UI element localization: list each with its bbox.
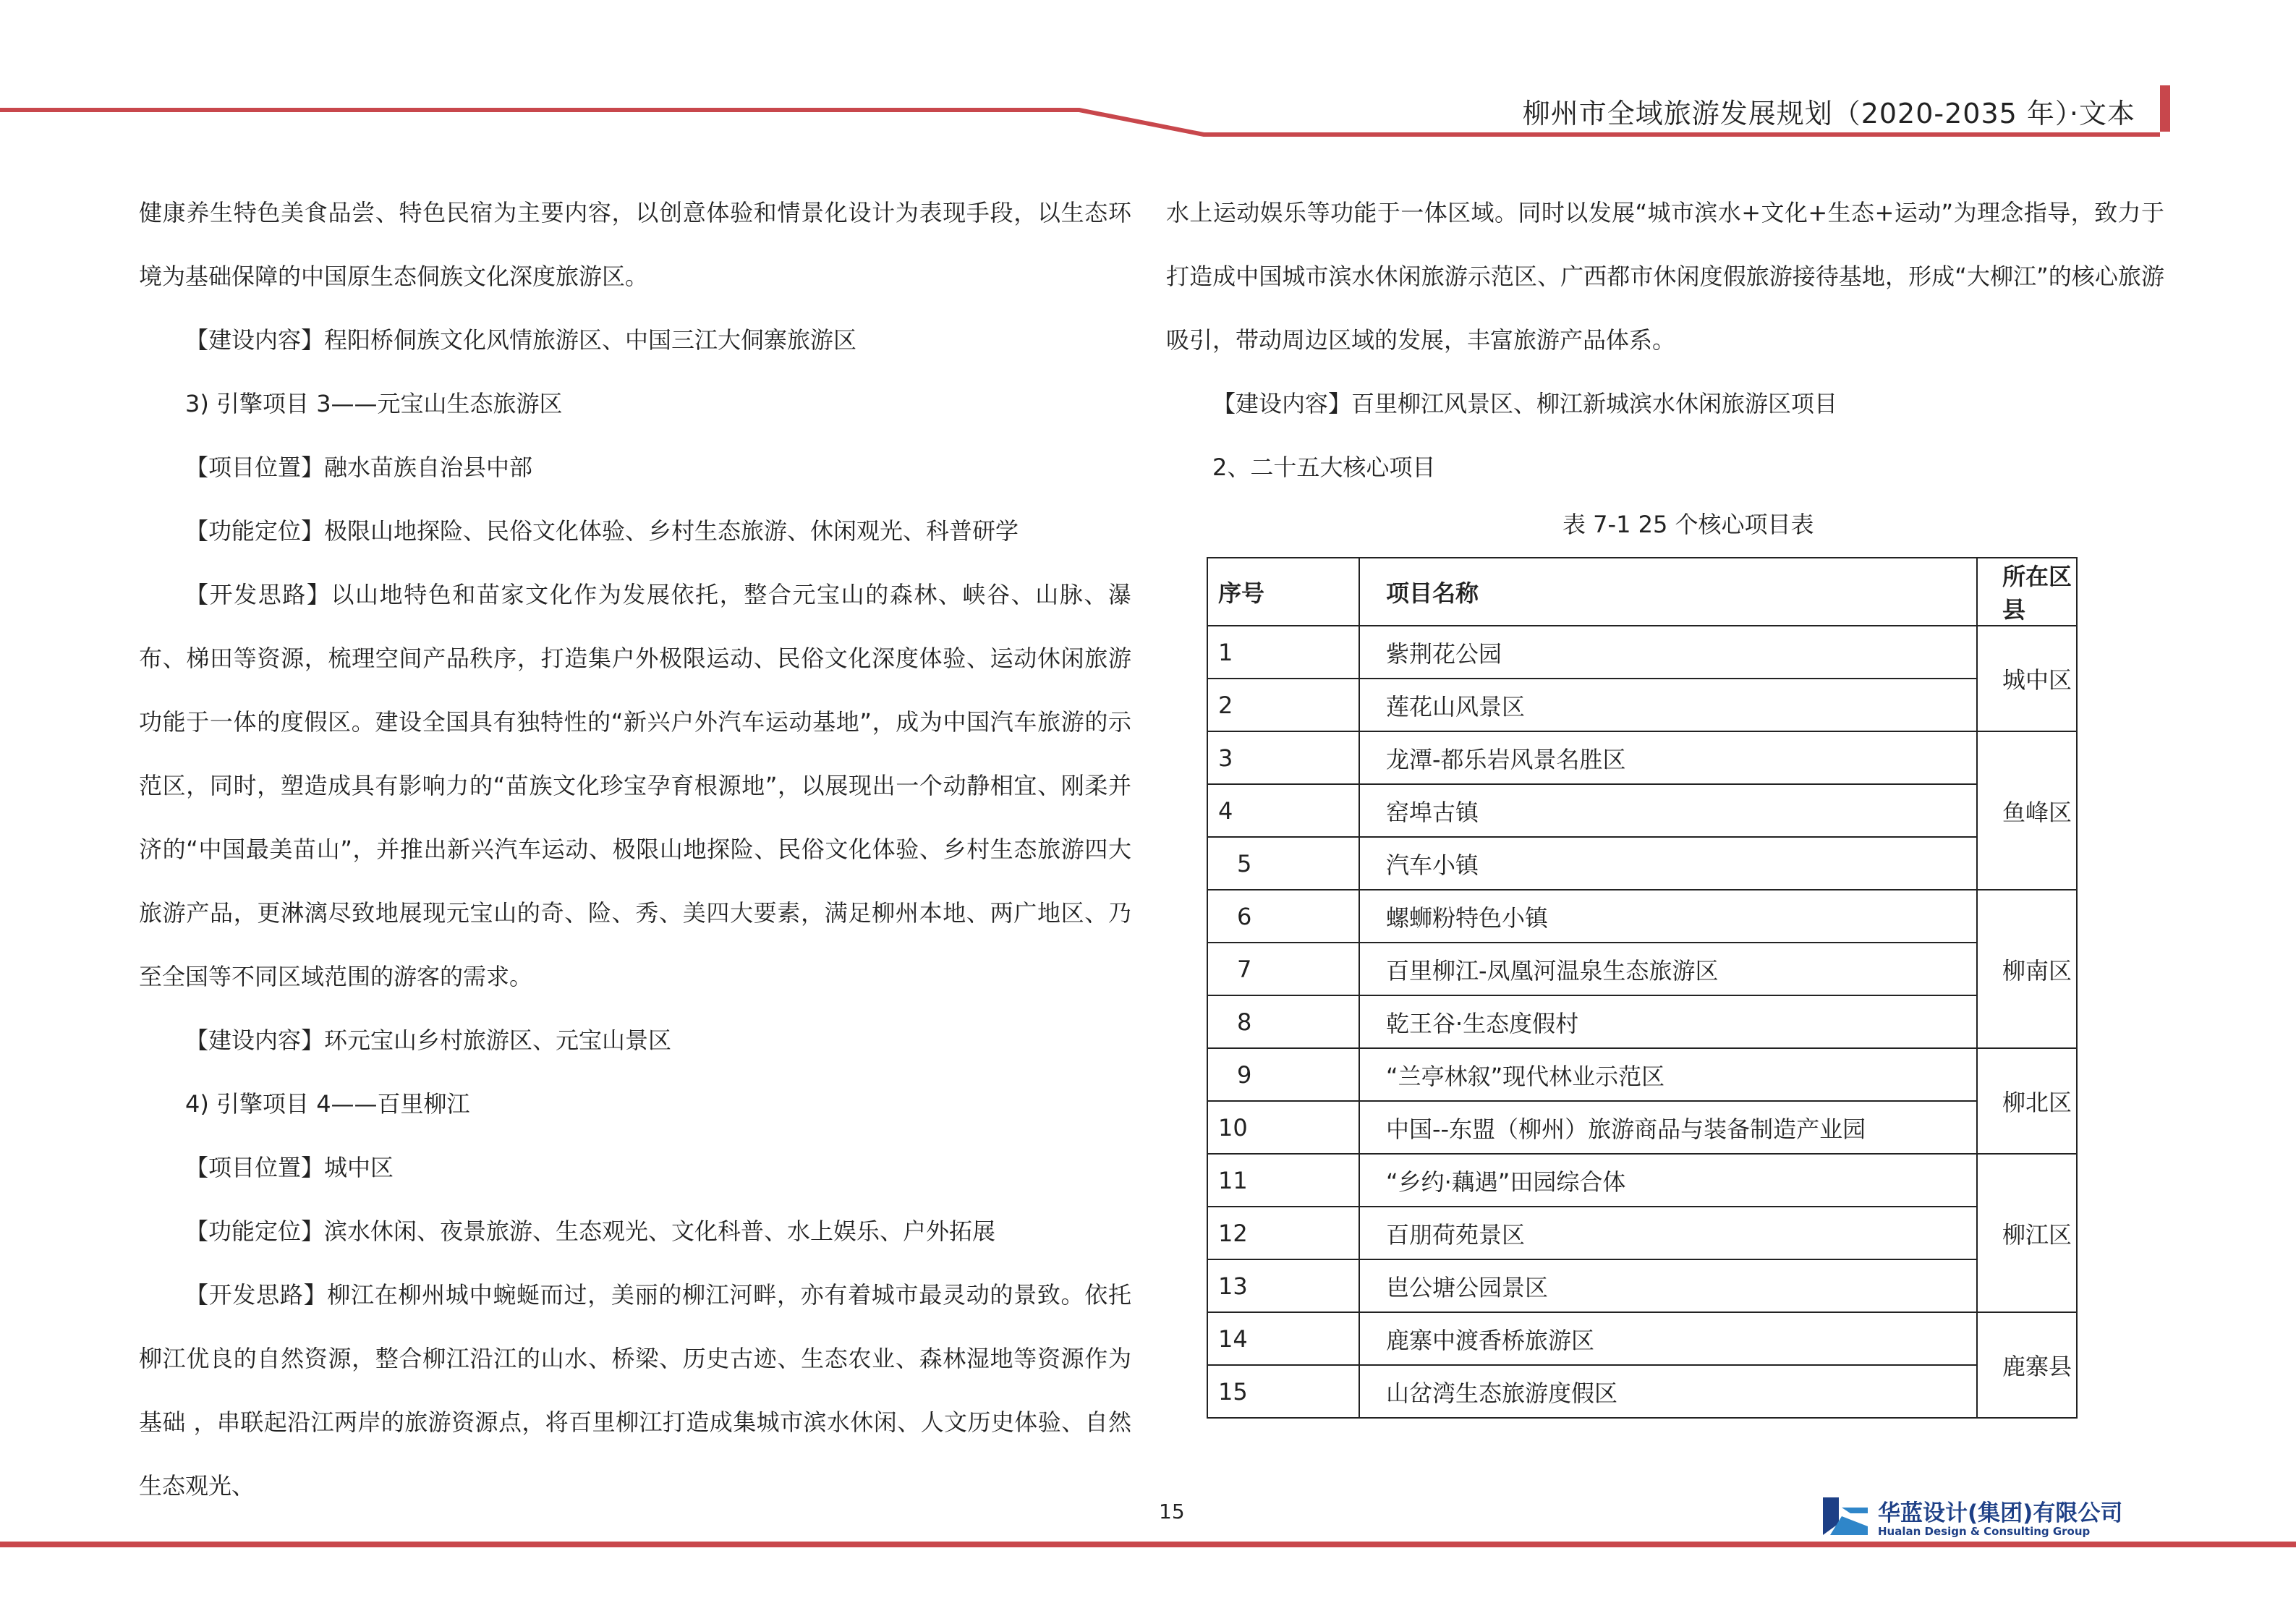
paragraph: 健康养生特色美食品尝、特色民宿为主要内容，以创意体验和情景化设计为表现手段，以生态环境为基础保障的中国原生态侗族文化深度旅游区。 — [139, 199, 1131, 290]
table-row — [1207, 1259, 2077, 1312]
paragraph: 【建设内容】百里柳江风景区、柳江新城滨水休闲旅游区项目 — [1212, 390, 1838, 417]
row-number: 12 — [1207, 1207, 1359, 1259]
project-name: 汽车小镇 — [1359, 837, 1977, 890]
row-number: 5 — [1207, 837, 1359, 890]
table-row — [1207, 679, 2077, 731]
table-row — [1207, 731, 2077, 784]
row-number: 13 — [1207, 1259, 1359, 1312]
project-name: 百朋荷苑景区 — [1359, 1207, 1977, 1259]
project-name: 百里柳江-凤凰河温泉生态旅游区 — [1359, 943, 1977, 995]
project-name: “乡约·藕遇”田园综合体 — [1359, 1154, 1977, 1207]
row-number: 3 — [1207, 731, 1359, 784]
document-title: 柳州市全域旅游发展规划（2020-2035 年）·文本 — [1522, 98, 2135, 129]
core-projects-table — [1207, 557, 2078, 1419]
project-name: 山岔湾生态旅游度假区 — [1359, 1365, 1977, 1418]
page-number: 15 — [1159, 1500, 1185, 1523]
paragraph: 3) 引擎项目 3——元宝山生态旅游区 — [185, 390, 563, 417]
district-cell: 柳江区 — [1977, 1154, 2077, 1312]
district-cell: 柳北区 — [1977, 1048, 2077, 1154]
paragraph: 【项目位置】城中区 — [185, 1154, 394, 1181]
project-name: 窑埠古镇 — [1359, 784, 1977, 837]
header-project-name: 项目名称 — [1359, 558, 1977, 626]
row-number: 2 — [1207, 679, 1359, 731]
project-name: 紫荆花公园 — [1359, 626, 1977, 679]
company-name-cn: 华蓝设计(集团)有限公司 — [1878, 1500, 2123, 1526]
paragraph: 【开发思路】以山地特色和苗家文化作为发展依托，整合元宝山的森林、峡谷、山脉、瀑布、梯田等资源，梳理空间产品秩序，打造集户外极限运动、民俗文化深度体验、运动休闲旅游功能于一体的度假区。建设全国具有独特性的“新兴户外汽车运动基地”，成为中国汽车旅游的示范区，同时，塑造成具有影响力的“苗族文化珍宝孕育根源地”，以展现出一个动静相宜、刚柔并济的“中国最美苗山”，并推出新兴汽车运动、极限山地探险、民俗文化体验、乡村生态旅游四大旅游产品，更淋漓尽致地展现元宝山的奇、险、秀、美四大要素，满足柳州本地、两广地区、乃至全国等不同区域范围的游客的需求。 — [139, 581, 1131, 990]
paragraph: 【开发思路】柳江在柳州城中蜿蜒而过，美丽的柳江河畔，亦有着城市最灵动的景致。依托柳江优良的自然资源，整合柳江沿江的山水、桥梁、历史古迹、生态农业、森林湿地等资源作为基础 ，串联起沿江两岸的旅游资源点，将百里柳江打造成集城市滨水休闲、人文历史体验、自然生态观光、 — [139, 1281, 1131, 1500]
project-name: 乾王谷·生态度假村 — [1359, 995, 1977, 1048]
paragraph: 【建设内容】环元宝山乡村旅游区、元宝山景区 — [185, 1026, 672, 1054]
paragraph: 【项目位置】融水苗族自治县中部 — [185, 454, 533, 481]
paragraph: 2、二十五大核心项目 — [1212, 454, 1436, 481]
header-number: 序号 — [1207, 558, 1359, 626]
company-name-en: Hualan Design & Consulting Group — [1878, 1525, 2091, 1538]
left-column — [139, 181, 1131, 1518]
table-row — [1207, 626, 2077, 679]
header-district: 所在区县 — [1977, 558, 2077, 626]
row-number: 9 — [1207, 1048, 1359, 1101]
paragraph: 【建设内容】程阳桥侗族文化风情旅游区、中国三江大侗寨旅游区 — [185, 326, 857, 354]
project-name: 莲花山风景区 — [1359, 679, 1977, 731]
district-cell: 鹿寨县 — [1977, 1312, 2077, 1418]
project-name: 中国--东盟（柳州）旅游商品与装备制造产业园 — [1359, 1101, 1977, 1154]
table-row — [1207, 784, 2077, 837]
table-row — [1207, 1048, 2077, 1101]
table-row — [1207, 837, 2077, 890]
row-number: 11 — [1207, 1154, 1359, 1207]
row-number: 7 — [1207, 943, 1359, 995]
table-header-row — [1207, 558, 2077, 626]
table-row — [1207, 1101, 2077, 1154]
district-cell: 城中区 — [1977, 626, 2077, 731]
table-row — [1207, 890, 2077, 943]
project-name: “兰亭林叙”现代林业示范区 — [1359, 1048, 1977, 1101]
table-row — [1207, 1365, 2077, 1418]
district-cell: 柳南区 — [1977, 890, 2077, 1048]
header-accent-bar — [2160, 85, 2170, 132]
row-number: 14 — [1207, 1312, 1359, 1365]
table-row — [1207, 995, 2077, 1048]
table-row — [1207, 1312, 2077, 1365]
project-name: 螺蛳粉特色小镇 — [1359, 890, 1977, 943]
project-name: 鹿寨中渡香桥旅游区 — [1359, 1312, 1977, 1365]
hualan-logo-icon — [1823, 1495, 1871, 1536]
paragraph: 【功能定位】极限山地探险、民俗文化体验、乡村生态旅游、休闲观光、科普研学 — [185, 517, 1019, 545]
project-name: 岜公塘公园景区 — [1359, 1259, 1977, 1312]
row-number: 15 — [1207, 1365, 1359, 1418]
district-cell: 鱼峰区 — [1977, 731, 2077, 890]
row-number: 8 — [1207, 995, 1359, 1048]
footer-rule — [0, 1542, 2296, 1547]
table-row — [1207, 1154, 2077, 1207]
table-caption: 表 7-1 25 个核心项目表 — [1562, 511, 1814, 538]
row-number: 1 — [1207, 626, 1359, 679]
row-number: 4 — [1207, 784, 1359, 837]
paragraph: 4) 引擎项目 4——百里柳江 — [185, 1090, 470, 1118]
paragraph: 水上运动娱乐等功能于一体区域。同时以发展“城市滨水+文化+生态+运动”为理念指导，致力于打造成中国城市滨水休闲旅游示范区、广西都市休闲度假旅游接待基地，形成“大柳江”的核心旅游吸引，带动周边区域的发展，丰富旅游产品体系。 — [1166, 199, 2164, 354]
project-name: 龙潭-都乐岩风景名胜区 — [1359, 731, 1977, 784]
table-row — [1207, 943, 2077, 995]
table-row — [1207, 1207, 2077, 1259]
paragraph: 【功能定位】滨水休闲、夜景旅游、生态观光、文化科普、水上娱乐、户外拓展 — [185, 1217, 996, 1245]
row-number: 10 — [1207, 1101, 1359, 1154]
right-column — [1166, 181, 2164, 499]
row-number: 6 — [1207, 890, 1359, 943]
